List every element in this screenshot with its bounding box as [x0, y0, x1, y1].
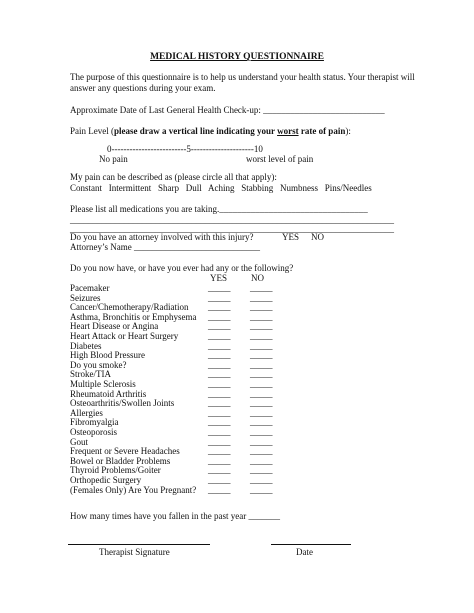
pain-scale-worst: worst level of pain	[246, 154, 314, 164]
condition-no-blank[interactable]: _____	[250, 292, 273, 303]
condition-yes-blank[interactable]: _____	[208, 475, 231, 485]
condition-no-blank[interactable]: _____	[250, 484, 273, 495]
falls-field[interactable]: How many times have you fallen in the past year _______	[70, 511, 280, 521]
attorney-yes-option[interactable]: YES	[282, 232, 300, 242]
conditions-yes-header: YES	[210, 273, 228, 283]
condition-label: Do you smoke?	[70, 359, 127, 370]
condition-label: Osteoporosis	[70, 427, 117, 437]
pain-description-label: My pain can be described as (please circle all that apply):	[70, 172, 277, 182]
condition-yes-blank[interactable]: _____	[208, 292, 231, 303]
medications-line-2[interactable]: ________________________________________________________________________	[70, 215, 394, 225]
condition-yes-blank[interactable]: _____	[208, 331, 231, 341]
pain-level-prefix: Pain Level (	[70, 126, 114, 136]
intro-line-1: The purpose of this questionnaire is to help us understand your health status. Your therapist will	[70, 72, 415, 82]
condition-no-blank[interactable]: _____	[250, 311, 273, 322]
therapist-signature-label: Therapist Signature	[99, 547, 170, 557]
condition-label: (Females Only) Are You Pregnant?	[70, 484, 197, 495]
condition-label: Osteoarthritis/Swollen Joints	[70, 398, 175, 409]
pain-level-instruction-end: rate of pain	[298, 126, 346, 136]
condition-label: Orthopedic Surgery	[70, 475, 142, 485]
condition-label: Multiple Sclerosis	[70, 379, 136, 389]
medications-field[interactable]: Please list all medications you are taking._________________________________	[70, 204, 368, 214]
condition-yes-blank[interactable]: _____	[208, 321, 231, 332]
condition-label: Gout	[70, 436, 88, 447]
condition-label: High Blood Pressure	[70, 350, 145, 361]
condition-label: Pacemaker	[70, 283, 110, 293]
condition-label: Fibromyalgia	[70, 417, 119, 428]
condition-yes-blank[interactable]: _____	[208, 484, 231, 495]
conditions-question: Do you now have, or have you ever had any or the following?	[70, 263, 294, 273]
condition-label: Heart Disease or Angina	[70, 321, 159, 332]
checkup-date-field[interactable]: Approximate Date of Last General Health Check-up: ___________________________	[70, 105, 385, 115]
pain-level-label	[70, 127, 351, 136]
condition-yes-blank[interactable]: _____	[208, 369, 231, 380]
condition-yes-blank[interactable]: _____	[208, 417, 231, 428]
condition-no-blank[interactable]: _____	[250, 388, 273, 399]
condition-label: Allergies	[70, 407, 103, 418]
condition-yes-blank[interactable]: _____	[208, 311, 231, 322]
condition-yes-blank[interactable]: _____	[208, 359, 231, 370]
condition-yes-blank[interactable]: _____	[208, 436, 231, 447]
condition-yes-blank[interactable]: _____	[208, 283, 231, 293]
condition-yes-blank[interactable]: _____	[208, 446, 231, 457]
condition-no-blank[interactable]: _____	[250, 369, 273, 380]
condition-yes-blank[interactable]: _____	[208, 302, 231, 313]
attorney-no-option[interactable]: NO	[311, 232, 324, 242]
condition-no-blank[interactable]: _____	[250, 283, 273, 293]
date-label: Date	[296, 547, 313, 557]
pain-level-suffix: ):	[345, 126, 351, 136]
conditions-no-header: NO	[251, 273, 264, 283]
condition-no-blank[interactable]: _____	[250, 465, 273, 476]
condition-label: Stroke/TIA	[70, 369, 111, 380]
condition-yes-blank[interactable]: _____	[208, 340, 231, 351]
condition-no-blank[interactable]: _____	[250, 446, 273, 457]
condition-label: Asthma, Bronchitis or Emphysema	[70, 311, 197, 322]
condition-yes-blank[interactable]: _____	[208, 407, 231, 418]
intro-line-2: answer any questions during your exam.	[70, 83, 216, 93]
condition-yes-blank[interactable]: _____	[208, 379, 231, 389]
condition-no-blank[interactable]: _____	[250, 436, 273, 447]
condition-no-blank[interactable]: _____	[250, 379, 273, 389]
attorney-question: Do you have an attorney involved with this injury?	[70, 232, 254, 242]
condition-no-blank[interactable]: _____	[250, 427, 273, 437]
page-title: MEDICAL HISTORY QUESTIONNAIRE	[150, 52, 324, 62]
condition-yes-blank[interactable]: _____	[208, 388, 231, 399]
pain-scale-line[interactable]: 0-------------------------5---------------------10	[107, 144, 263, 154]
condition-no-blank[interactable]: _____	[250, 350, 273, 361]
condition-label: Frequent or Severe Headaches	[70, 446, 180, 457]
condition-yes-blank[interactable]: _____	[208, 427, 231, 437]
date-line[interactable]	[271, 544, 351, 545]
condition-label: Diabetes	[70, 340, 102, 351]
condition-yes-blank[interactable]: _____	[208, 455, 231, 466]
condition-label: Seizures	[70, 292, 101, 303]
pain-level-worst: worst	[277, 126, 299, 136]
attorney-name-field[interactable]: Attorney’s Name ____________________________	[70, 242, 260, 252]
condition-no-blank[interactable]: _____	[250, 398, 273, 409]
condition-no-blank[interactable]: _____	[250, 407, 273, 418]
condition-no-blank[interactable]: _____	[250, 340, 273, 351]
condition-label: Bowel or Bladder Problems	[70, 455, 171, 466]
pain-description-options[interactable]: Constant Intermittent Sharp Dull Aching Stabbing Numbness Pins/Needles	[70, 183, 372, 193]
condition-no-blank[interactable]: _____	[250, 359, 273, 370]
condition-no-blank[interactable]: _____	[250, 331, 273, 341]
condition-label: Rheumatoid Arthritis	[70, 388, 147, 399]
condition-label: Cancer/Chemotherapy/Radiation	[70, 302, 189, 313]
condition-no-blank[interactable]: _____	[250, 475, 273, 485]
condition-label: Thyroid Problems/Goiter	[70, 465, 161, 476]
condition-label: Heart Attack or Heart Surgery	[70, 331, 179, 341]
pain-scale-no-pain: No pain	[99, 154, 128, 164]
therapist-signature-line[interactable]	[68, 544, 210, 545]
condition-yes-blank[interactable]: _____	[208, 465, 231, 476]
condition-no-blank[interactable]: _____	[250, 455, 273, 466]
condition-no-blank[interactable]: _____	[250, 417, 273, 428]
pain-level-instruction: please draw a vertical line indicating your	[114, 126, 278, 136]
condition-yes-blank[interactable]: _____	[208, 398, 231, 409]
condition-yes-blank[interactable]: _____	[208, 350, 231, 361]
medications-line-3[interactable]: ________________________________________________________________________	[70, 224, 394, 234]
condition-no-blank[interactable]: _____	[250, 302, 273, 313]
condition-no-blank[interactable]: _____	[250, 321, 273, 332]
